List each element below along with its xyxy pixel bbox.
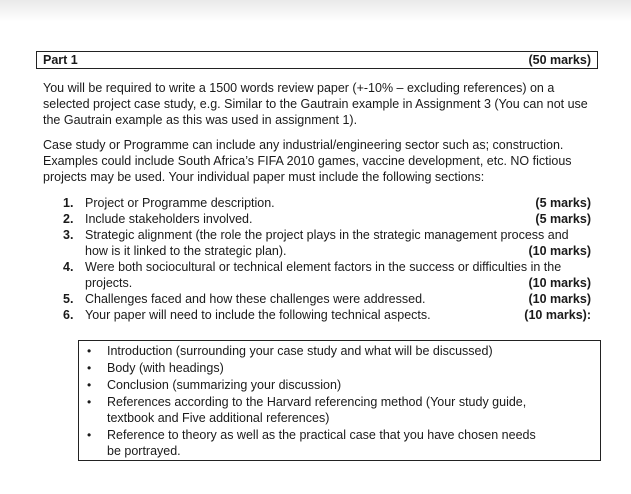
list-item (43, 259, 595, 291)
intro-paragraph: You will be required to write a 1500 words review paper (+-10% – excluding references) on a selected project case study, e.g. Similar to the Gautrain example in Assignment 3 (You can not use the Gautrain example as this was used in assignment 1). (43, 81, 588, 127)
list-item (43, 195, 595, 211)
bullet-text: Body (with headings) (107, 361, 224, 375)
bullet-icon: • (87, 395, 92, 409)
part-marks: (50 marks) (528, 53, 591, 67)
bullet-text: Introduction (surrounding your case study and what will be discussed) (107, 344, 493, 358)
case-study-paragraph: Case study or Programme can include any industrial/engineering sector such as; construction. Examples could include South Africa’s FIFA 2010 games, vaccine development, etc. NO fictious projects may be used. Your individual paper must include the following sections: (43, 138, 572, 184)
item-number: 4. (63, 260, 74, 274)
bullet-item (79, 377, 547, 393)
item-number: 3. (63, 228, 74, 242)
page-top-shadow (0, 0, 631, 22)
list-item (43, 211, 595, 227)
bullet-icon: • (87, 361, 92, 375)
bullet-icon: • (87, 428, 92, 442)
bullet-item (79, 427, 547, 459)
bullet-icon: • (87, 378, 92, 392)
item-marks: (10 marks) (528, 244, 591, 258)
bullet-text: Reference to theory as well as the practical case that you have chosen needs be portrayed. (107, 428, 536, 458)
part-header (36, 51, 598, 69)
item-text: Project or Programme description. (85, 196, 275, 210)
item-marks: (10 marks) (528, 292, 591, 306)
sections-list (43, 195, 595, 323)
item-number: 5. (63, 292, 74, 306)
part-title: Part 1 (43, 53, 78, 67)
item-text: Were both sociocultural or technical element factors in the success or difficulties in the projects. (85, 260, 562, 290)
bullet-icon: • (87, 344, 92, 358)
item-text: Include stakeholders involved. (85, 212, 253, 226)
item-text: Your paper will need to include the following technical aspects. (85, 308, 431, 322)
list-item (43, 227, 595, 259)
item-marks: (10 marks): (524, 308, 591, 322)
bullet-text: References according to the Harvard referencing method (Your study guide, textbook and Five additional references) (107, 395, 527, 425)
list-item (43, 291, 595, 307)
technical-aspects-box (78, 340, 601, 461)
bullet-text: Conclusion (summarizing your discussion) (107, 378, 342, 392)
item-marks: (5 marks) (535, 196, 591, 210)
item-text: Challenges faced and how these challenges were addressed. (85, 292, 426, 306)
item-number: 1. (63, 196, 74, 210)
item-text: Strategic alignment (the role the project plays in the strategic management process and how is it linked to the strategic plan). (85, 228, 569, 258)
item-marks: (5 marks) (535, 212, 591, 226)
bullet-item (79, 360, 547, 376)
bullet-item (79, 394, 547, 426)
item-number: 6. (63, 308, 74, 322)
item-number: 2. (63, 212, 74, 226)
bullet-item (79, 343, 547, 359)
item-marks: (10 marks) (528, 276, 591, 290)
list-item (43, 307, 595, 323)
